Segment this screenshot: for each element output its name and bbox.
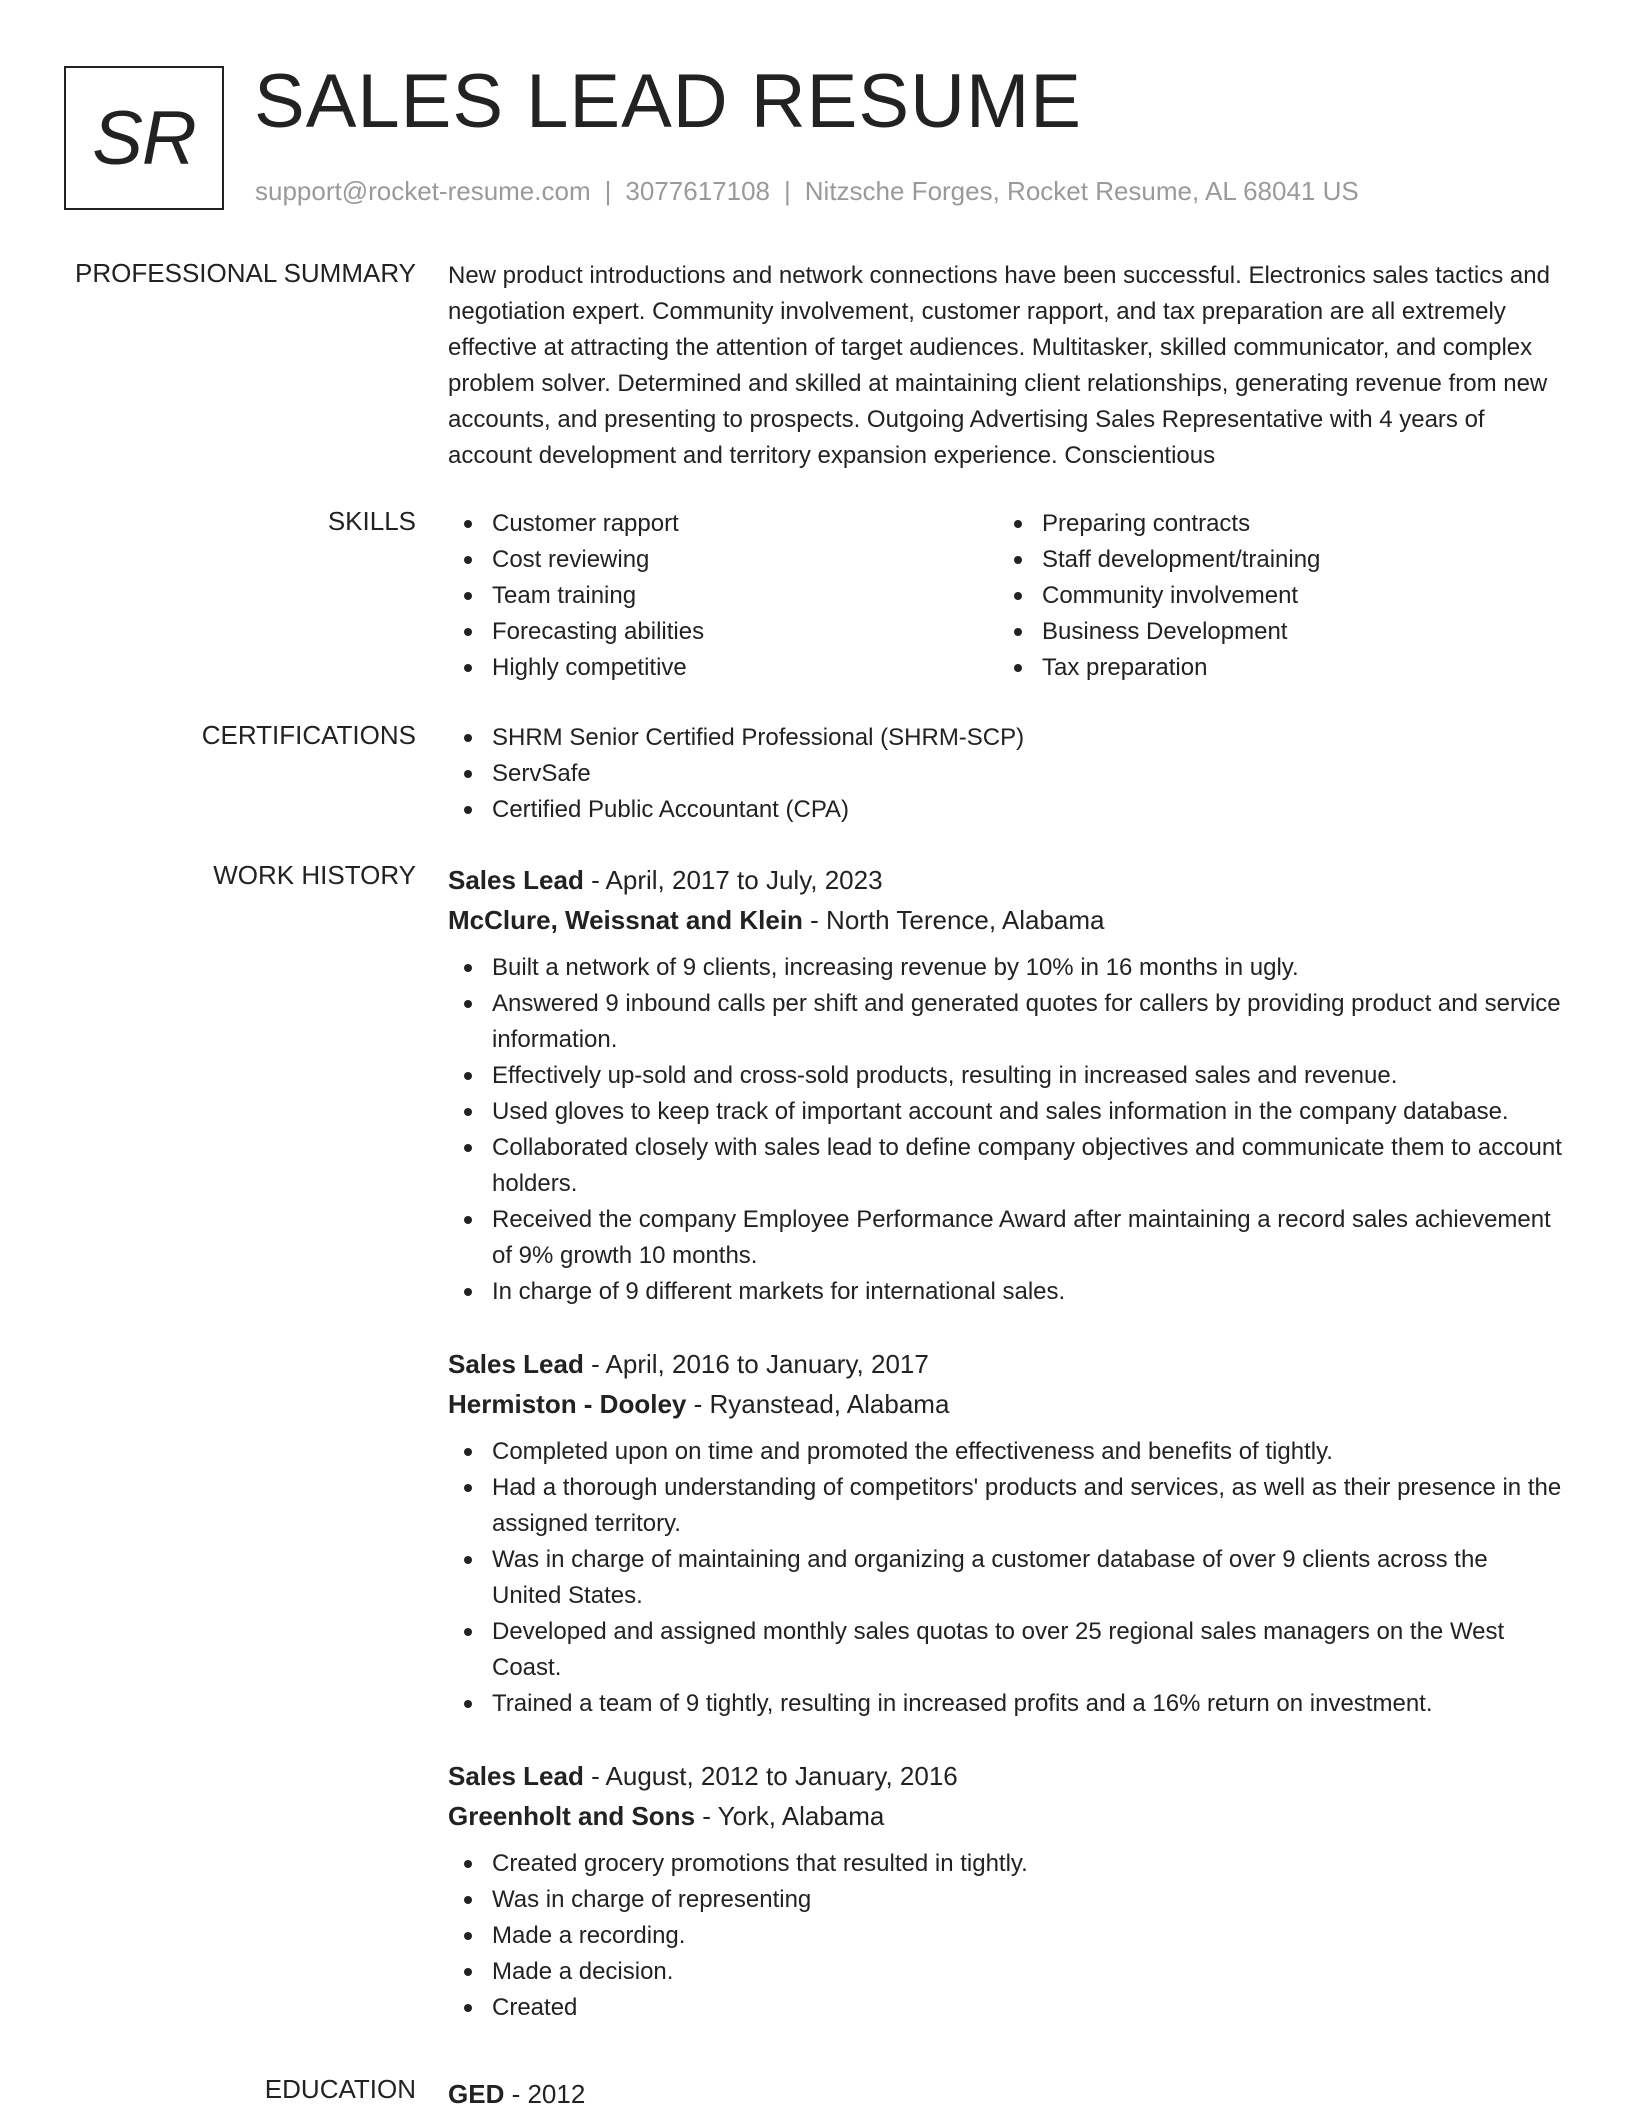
education-degree: GED [448, 2079, 505, 2109]
job-entry [448, 1344, 1563, 1722]
skills-heading: SKILLS [327, 506, 416, 536]
job-company: Hermiston - Dooley [448, 1389, 687, 1419]
job-bullet: Was in charge of representing [448, 1882, 1563, 1918]
skill-item: Team training [448, 578, 998, 614]
job-bullet: Received the company Employee Performance Award after maintaining a record sales achievement of 9% growth 10 months. [448, 1202, 1563, 1274]
contact-address: Nitzsche Forges, Rocket Resume, AL 68041 US [804, 176, 1359, 206]
education-entry: GED - 2012 [448, 2079, 586, 2109]
monogram-badge [64, 66, 224, 210]
job-dates: April, 2017 to July, 2023 [605, 865, 883, 895]
job-bullet: In charge of 9 different markets for international sales. [448, 1274, 1563, 1310]
skill-item: Staff development/training [998, 542, 1548, 578]
job-bullet: Effectively up-sold and cross-sold products, resulting in increased sales and revenue. [448, 1058, 1563, 1094]
education-year: 2012 [527, 2079, 586, 2109]
job-bullet: Was in charge of maintaining and organizing a customer database of over 9 clients across the United States. [448, 1542, 1563, 1614]
job-company-line: Greenholt and Sons - York, Alabama [448, 1801, 885, 1831]
certifications-heading: CERTIFICATIONS [201, 720, 416, 750]
contact-email[interactable]: support@rocket-resume.com [255, 176, 591, 206]
job-bullet: Created [448, 1990, 1563, 2026]
contact-phone[interactable]: 3077617108 [625, 176, 770, 206]
skills-list-right [998, 506, 1548, 686]
skills-list-left [448, 506, 998, 686]
skill-item: Highly competitive [448, 650, 998, 686]
skill-item: Community involvement [998, 578, 1548, 614]
job-bullets [448, 950, 1563, 1310]
job-company: Greenholt and Sons [448, 1801, 696, 1831]
page-title: SALES LEAD RESUME [254, 59, 1082, 144]
certification-item: Certified Public Accountant (CPA) [448, 792, 1563, 828]
skill-item: Forecasting abilities [448, 614, 998, 650]
monogram-text: SR [92, 95, 196, 181]
job-title-line: Sales Lead - August, 2012 to January, 2016 [448, 1761, 958, 1791]
summary-heading: PROFESSIONAL SUMMARY [75, 258, 416, 288]
certification-item: SHRM Senior Certified Professional (SHRM-SCP) [448, 720, 1563, 756]
job-bullets [448, 1434, 1563, 1722]
job-bullet: Collaborated closely with sales lead to define company objectives and communicate them to account holders. [448, 1130, 1563, 1202]
skill-item: Preparing contracts [998, 506, 1548, 542]
job-bullet: Created grocery promotions that resulted in tightly. [448, 1846, 1563, 1882]
skill-item: Customer rapport [448, 506, 998, 542]
certifications-list [448, 720, 1563, 828]
job-title-line: Sales Lead - April, 2017 to July, 2023 [448, 865, 883, 895]
job-company-line: Hermiston - Dooley - Ryanstead, Alabama [448, 1389, 950, 1419]
job-bullets [448, 1846, 1563, 2026]
job-location: Ryanstead, Alabama [709, 1389, 950, 1419]
skill-item: Business Development [998, 614, 1548, 650]
job-title-line: Sales Lead - April, 2016 to January, 2017 [448, 1349, 929, 1379]
job-location: York, Alabama [717, 1801, 885, 1831]
skill-item: Cost reviewing [448, 542, 998, 578]
work-history-body [448, 860, 1563, 2060]
job-bullet: Had a thorough understanding of competitors' products and services, as well as their presence in the assigned territory. [448, 1470, 1563, 1542]
job-dates: August, 2012 to January, 2016 [605, 1761, 958, 1791]
certification-item: ServSafe [448, 756, 1563, 792]
job-location: North Terence, Alabama [826, 905, 1105, 935]
skill-item: Tax preparation [998, 650, 1548, 686]
job-bullet: Developed and assigned monthly sales quotas to over 25 regional sales managers on the West Coast. [448, 1614, 1563, 1686]
work-history-heading: WORK HISTORY [213, 860, 416, 890]
job-bullet: Used gloves to keep track of important account and sales information in the company database. [448, 1094, 1563, 1130]
job-bullet: Trained a team of 9 tightly, resulting in increased profits and a 16% return on investment. [448, 1686, 1563, 1722]
job-bullet: Made a decision. [448, 1954, 1563, 1990]
job-dates: April, 2016 to January, 2017 [605, 1349, 929, 1379]
contact-separator: | [784, 176, 791, 206]
job-title: Sales Lead [448, 865, 584, 895]
skills-grid [448, 506, 1563, 686]
job-entry [448, 860, 1563, 1310]
job-entry [448, 1756, 1563, 2026]
job-title: Sales Lead [448, 1349, 584, 1379]
job-bullet: Made a recording. [448, 1918, 1563, 1954]
contact-separator: | [604, 176, 612, 206]
job-company: McClure, Weissnat and Klein [448, 905, 803, 935]
job-bullet: Built a network of 9 clients, increasing revenue by 10% in 16 months in ugly. [448, 950, 1563, 986]
job-bullet: Completed upon on time and promoted the effectiveness and benefits of tightly. [448, 1434, 1563, 1470]
education-heading: EDUCATION [264, 2074, 416, 2104]
job-title: Sales Lead [448, 1761, 584, 1791]
job-bullet: Answered 9 inbound calls per shift and generated quotes for callers by providing product and service information. [448, 986, 1563, 1058]
job-company-line: McClure, Weissnat and Klein - North Terence, Alabama [448, 905, 1105, 935]
summary-text: New product introductions and network connections have been successful. Electronics sales tactics and negotiation expert. Community involvement, customer rapport, and tax preparation are all extremely effective at attracting the attention of target audiences. Multitasker, skilled communicator, and complex problem solver. Determined and skilled at maintaining client relationships, generating revenue from new accounts, and presenting to prospects. Outgoing Advertising Sales Representative with 4 years of account development and territory expansion experience. Conscientious [448, 262, 1550, 469]
contact-line [255, 176, 1359, 207]
